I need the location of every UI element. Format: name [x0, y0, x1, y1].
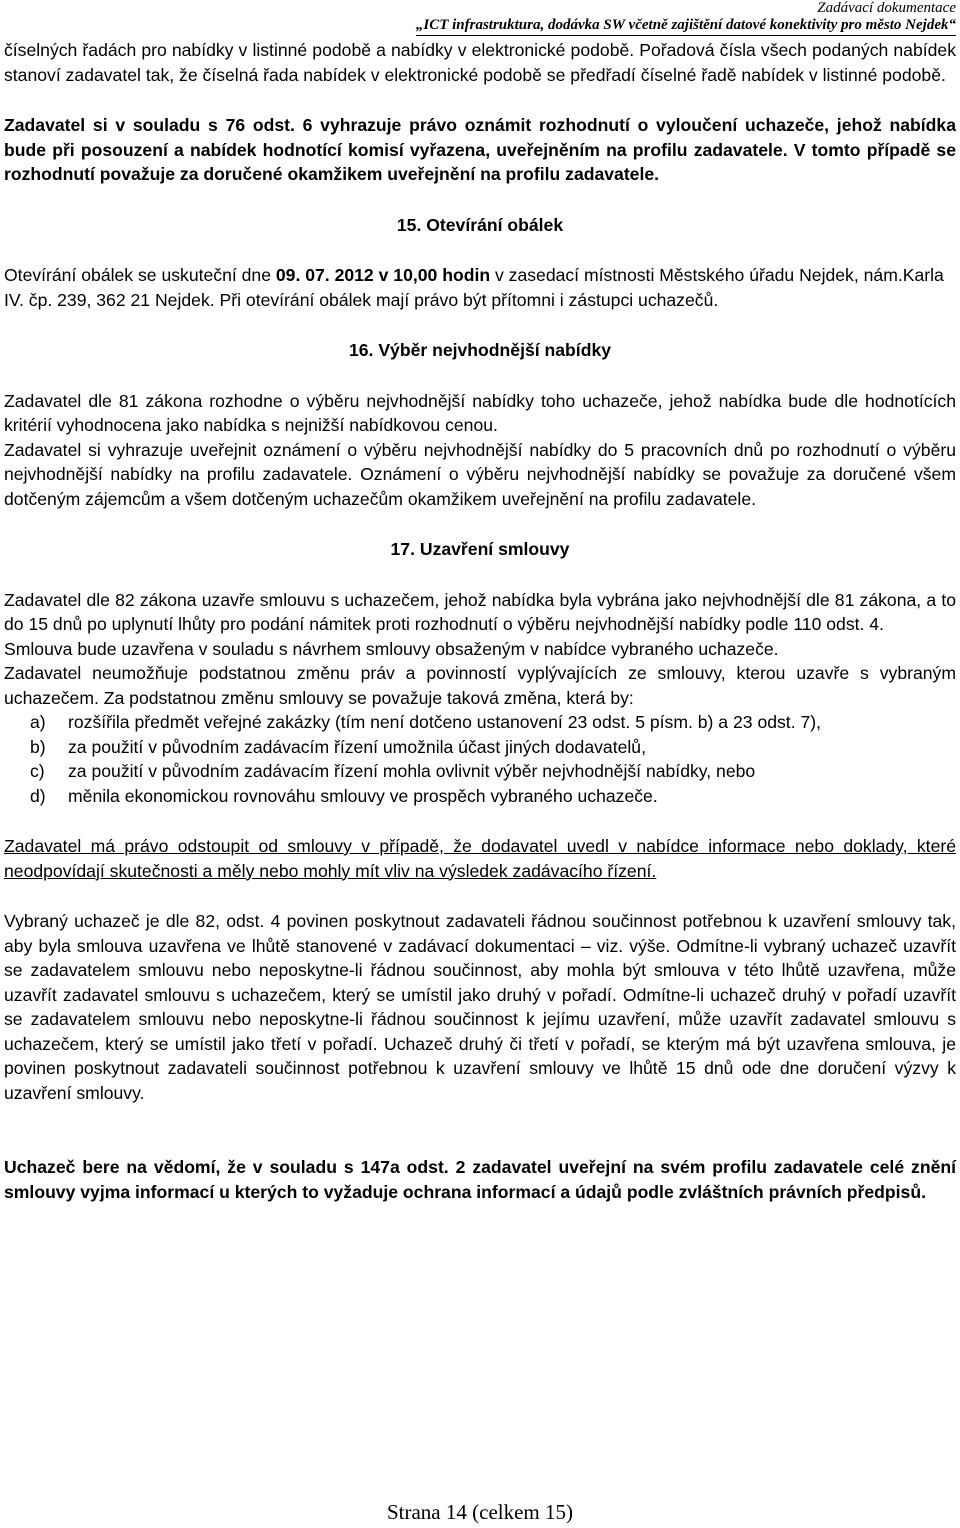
section-17-paragraph-2: Smlouva bude uzavřena v souladu s návrhem smlouvy obsaženým v nabídce vybraného uchazeče.: [4, 638, 779, 659]
header-project: „ICT infrastruktura, dodávka SW včetně zajištění datové konektivity pro město Nejdek“: [415, 17, 956, 33]
intro-paragraph-2: Zadavatel si v souladu s 76 odst. 6 vyhrazuje právo oznámit rozhodnutí o vyloučení uchazeče, jehož nabídka bude při posouzení a nabídek hodnotící komisí vyřazena, uveřejněním na profilu zadavatele. V tomto případě se rozhodnutí považuje za doručené okamžikem uveřejnění na profilu zadavatele.: [4, 115, 956, 184]
page-body: [4, 38, 956, 1204]
list-item: c) za použití v původním zadávacím řízení mohla ovlivnit výběr nejvhodnější nabídky, nebo: [30, 761, 756, 781]
section-17-paragraph-5: Uchazeč bere na vědomí, že v souladu s 147a odst. 2 zadavatel uveřejní na svém profilu zadavatele celé znění smlouvy vyjma informací u kterých to vyžaduje ochrana informací a údajů podle zvláštních právních předpisů.: [4, 1157, 956, 1202]
section-17-paragraph-1: Zadavatel dle 82 zákona uzavře smlouvu s uchazečem, jehož nabídka byla vybrána jako nejvhodnější dle 81 zákona, a to do 15 dnů po uplynutí lhůty pro podání námitek proti rozhodnutí o výběru nejvhodnější nabídky podle 110 odst. 4.: [4, 589, 956, 634]
section-15-heading: 15. Otevírání obálek: [396, 214, 564, 235]
opening-date: 09. 07. 2012 v 10,00 hodin: [275, 265, 491, 285]
changes-list: [4, 710, 956, 808]
header-rule: [416, 35, 956, 36]
section-16-paragraph-1: Zadavatel dle 81 zákona rozhodne o výběru nejvhodnější nabídky toho uchazeče, jehož nabídka bude dle hodnotících kritérií vyhodnocena jako nabídka s nejnižší nabídkovou cenou.: [4, 390, 956, 435]
list-item: b) za použití v původním zadávacím řízení umožnila účast jiných dodavatelů,: [30, 736, 646, 757]
document-header: [416, 0, 956, 36]
section-17-heading: 17. Uzavření smlouvy: [390, 539, 570, 559]
header-title: Zadávací dokumentace: [817, 0, 956, 16]
section-16-heading: 16. Výběr nejvhodnější nabídky: [348, 340, 612, 360]
list-item: a) rozšířila předmět veřejné zakázky (tím není dotčeno ustanovení 23 odst. 5 písm. b) a 23 odst. 7),: [30, 712, 822, 732]
list-item: d) měnila ekonomickou rovnováhu smlouvy ve prospěch vybraného uchazeče.: [30, 785, 658, 806]
withdrawal-notice: Zadavatel má právo odstoupit od smlouvy v případě, že dodavatel uvedl v nabídce informace nebo doklady, které neodpovídají skutečnosti a měly nebo mohly mít vliv na výsledek zadávacího řízení.: [4, 836, 956, 881]
intro-paragraph-1: číselných řadách pro nabídky v listinné podobě a nabídky v elektronické podobě. Pořadová čísla všech podaných nabídek stanoví zadavatel tak, že číselná řada nabídek v elektronické podobě se předřadí číselné řadě nabídek v listinné podobě.: [4, 40, 956, 85]
section-16-paragraph-2: Zadavatel si vyhrazuje uveřejnit oznámení o výběru nejvhodnější nabídky do 5 pracovních dnů po rozhodnutí o výběru nejvhodnější nabídky na profilu zadavatele. Oznámení o výběru nejvhodnější nabídky se považuje za doručené všem dotčeným zájemcům a všem dotčeným uchazečům okamžikem uveřejnění na profilu zadavatele.: [4, 439, 956, 509]
section-17-paragraph-3: Zadavatel neumožňuje podstatnou změnu práv a povinností vyplývajících ze smlouvy, kterou uzavře s vybraným uchazečem. Za podstatnou změnu smlouvy se považuje taková změna, která by:: [4, 663, 956, 708]
section-15-paragraph: Otevírání obálek se uskuteční dne 09. 07. 2012 v 10,00 hodin v zasedací místnosti Městského úřadu Nejdek, nám.Karla IV. čp. 239, 362 21 Nejdek. Při otevírání obálek mají právo být přítomni i zástupci uchazečů.: [4, 265, 944, 310]
section-17-paragraph-4: Vybraný uchazeč je dle 82, odst. 4 povinen poskytnout zadavateli řádnou součinnost potřebnou k uzavření smlouvy tak, aby byla smlouva uzavřena ve lhůtě stanovené v zadávací dokumentaci – viz. výše. Odmítne-li vybraný uchazeč uzavřít se zadavatelem smlouvu nebo neposkytne-li řádnou součinnost, aby mohla být smlouva v této lhůtě uzavřena, může uzavřít zadavatel smlouvu s uchazečem, který se umístil jako druhý v pořadí. Odmítne-li uchazeč druhý v pořadí uzavřít se zadavatelem smlouvu nebo neposkytne-li řádnou součinnost k jejímu uzavření, může uzavřít zadavatel smlouvu s uchazečem, který se umístil jako třetí v pořadí. Uchazeč druhý či třetí v pořadí, se kterým má být uzavřena smlouva, je povinen poskytnout zadavateli součinnost potřebnou k uzavření smlouvy ve lhůtě 15 dnů ode dne doručení výzvy k uzavření smlouvy.: [4, 911, 956, 1103]
page-number: Strana 14 (celkem 15): [386, 1500, 574, 1524]
